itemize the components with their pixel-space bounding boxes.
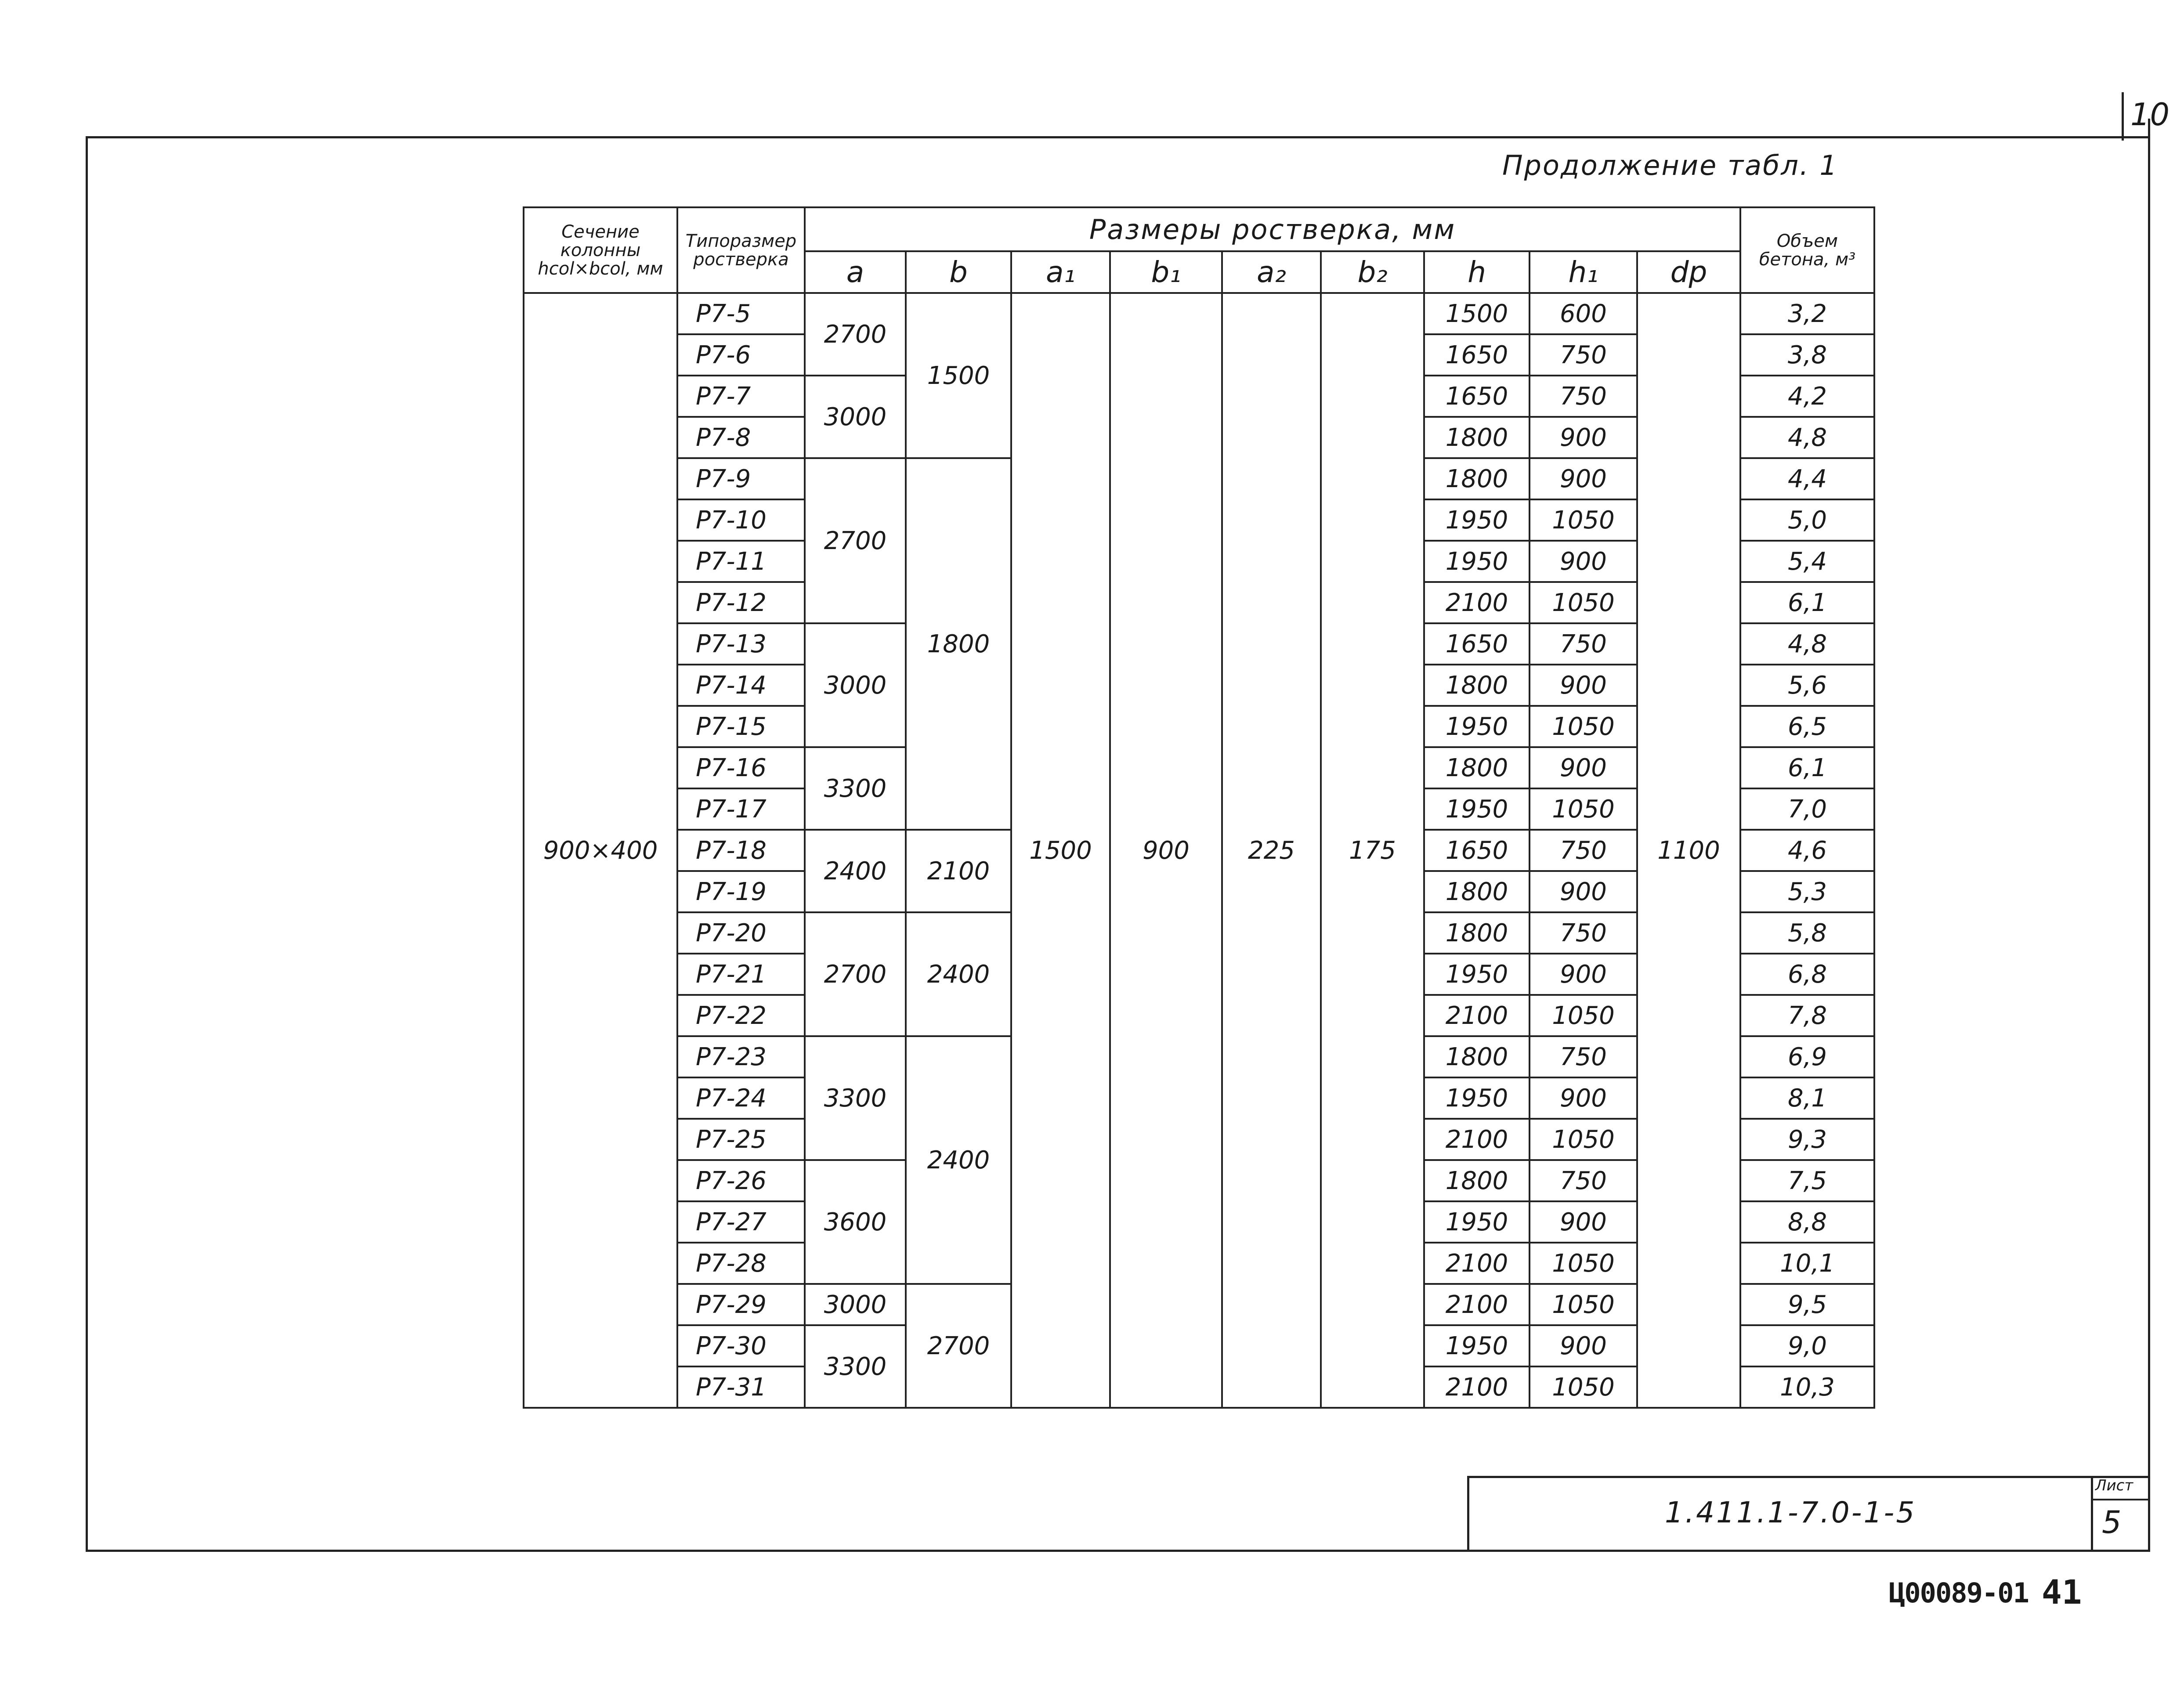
cell-a: 2700: [805, 912, 906, 1036]
cell-type: Р7-12: [677, 582, 805, 623]
cell-h1: 750: [1530, 334, 1637, 376]
cell-type: Р7-8: [677, 417, 805, 458]
archive-number: Ц00089-01: [1889, 1577, 2029, 1609]
cell-a2: 225: [1222, 293, 1321, 1408]
header-b1: b₁: [1110, 251, 1222, 293]
cell-type: Р7-25: [677, 1119, 805, 1160]
cell-volume: 3,8: [1740, 334, 1874, 376]
header-type-size: Типоразмер ростверка: [677, 207, 805, 293]
cell-h1: 900: [1530, 417, 1637, 458]
header-volume: Объем бетона, м³: [1740, 207, 1874, 293]
document-code: 1.411.1-7.0-1-5: [1665, 1496, 1916, 1529]
header-b2: b₂: [1321, 251, 1424, 293]
cell-h1: 900: [1530, 458, 1637, 499]
cell-volume: 5,4: [1740, 541, 1874, 582]
cell-h1: 750: [1530, 376, 1637, 417]
cell-dp: 1100: [1637, 293, 1740, 1408]
cell-h: 1950: [1424, 1201, 1530, 1243]
corner-tick: [2122, 92, 2124, 141]
cell-h: 1800: [1424, 1036, 1530, 1077]
cell-type: Р7-31: [677, 1366, 805, 1408]
cell-h: 2100: [1424, 582, 1530, 623]
cell-type: Р7-27: [677, 1201, 805, 1243]
cell-h: 1800: [1424, 747, 1530, 788]
cell-h: 1950: [1424, 954, 1530, 995]
cell-type: Р7-5: [677, 293, 805, 334]
cell-b: 1500: [906, 293, 1011, 458]
cell-volume: 5,6: [1740, 665, 1874, 706]
cell-h: 2100: [1424, 1243, 1530, 1284]
cell-volume: 7,5: [1740, 1160, 1874, 1201]
cell-volume: 6,9: [1740, 1036, 1874, 1077]
cell-h1: 900: [1530, 747, 1637, 788]
cell-h: 2100: [1424, 1366, 1530, 1408]
cell-h: 1800: [1424, 871, 1530, 912]
cell-b: 2400: [906, 1036, 1011, 1284]
cell-h1: 900: [1530, 871, 1637, 912]
cell-volume: 6,1: [1740, 747, 1874, 788]
cell-h: 1950: [1424, 541, 1530, 582]
cell-h1: 750: [1530, 1036, 1637, 1077]
cell-b: 2400: [906, 912, 1011, 1036]
cell-h: 1950: [1424, 706, 1530, 747]
cell-h1: 750: [1530, 912, 1637, 954]
cell-h: 1650: [1424, 376, 1530, 417]
cell-volume: 5,0: [1740, 499, 1874, 541]
cell-a: 2400: [805, 830, 906, 912]
cell-type: Р7-7: [677, 376, 805, 417]
cell-volume: 6,8: [1740, 954, 1874, 995]
header-b: b: [906, 251, 1011, 293]
cell-h: 1650: [1424, 830, 1530, 871]
header-section: Сечение колонны hcol×bcol, мм: [524, 207, 677, 293]
cell-volume: 4,8: [1740, 417, 1874, 458]
cell-h1: 1050: [1530, 788, 1637, 830]
cell-b2: 175: [1321, 293, 1424, 1408]
cell-h1: 900: [1530, 954, 1637, 995]
sheet-label: Лист: [2095, 1477, 2133, 1494]
cell-section: 900×400: [524, 293, 677, 1408]
cell-h1: 1050: [1530, 1366, 1637, 1408]
cell-volume: 9,3: [1740, 1119, 1874, 1160]
cell-volume: 4,2: [1740, 376, 1874, 417]
cell-h: 1950: [1424, 1325, 1530, 1366]
cell-a: 3300: [805, 1036, 906, 1160]
cell-volume: 4,4: [1740, 458, 1874, 499]
cell-h: 1950: [1424, 788, 1530, 830]
cell-volume: 4,8: [1740, 623, 1874, 665]
cell-type: Р7-18: [677, 830, 805, 871]
header-h: h: [1424, 251, 1530, 293]
cell-h: 1950: [1424, 499, 1530, 541]
cell-volume: 8,1: [1740, 1077, 1874, 1119]
cell-a: 3300: [805, 747, 906, 830]
header-a2: a₂: [1222, 251, 1321, 293]
cell-type: Р7-21: [677, 954, 805, 995]
cell-a: 3000: [805, 376, 906, 458]
cell-type: Р7-24: [677, 1077, 805, 1119]
cell-volume: 7,8: [1740, 995, 1874, 1036]
cell-type: Р7-16: [677, 747, 805, 788]
cell-a: 2700: [805, 293, 906, 376]
page-number: 41: [2042, 1572, 2082, 1612]
cell-type: Р7-26: [677, 1160, 805, 1201]
cell-h1: 900: [1530, 1077, 1637, 1119]
cell-h: 1800: [1424, 1160, 1530, 1201]
cell-h: 2100: [1424, 1119, 1530, 1160]
cell-a: 3000: [805, 623, 906, 747]
cell-type: Р7-29: [677, 1284, 805, 1325]
frame-left-border: [86, 136, 88, 1551]
cell-h: 1800: [1424, 458, 1530, 499]
cell-h: 1500: [1424, 293, 1530, 334]
cell-h: 1650: [1424, 623, 1530, 665]
header-h1: h₁: [1530, 251, 1637, 293]
cell-h1: 750: [1530, 1160, 1637, 1201]
cell-h1: 1050: [1530, 995, 1637, 1036]
sheet-number: 5: [2102, 1504, 2122, 1540]
cell-volume: 9,0: [1740, 1325, 1874, 1366]
header-dp: dp: [1637, 251, 1740, 293]
cell-type: Р7-9: [677, 458, 805, 499]
cell-volume: 8,8: [1740, 1201, 1874, 1243]
cell-type: Р7-20: [677, 912, 805, 954]
cell-h1: 750: [1530, 830, 1637, 871]
continuation-label: Продолжение табл. 1: [1502, 149, 1838, 181]
cell-a: 3300: [805, 1325, 906, 1408]
cell-type: Р7-19: [677, 871, 805, 912]
cell-a: 2700: [805, 458, 906, 623]
cell-type: Р7-10: [677, 499, 805, 541]
cell-h1: 1050: [1530, 1284, 1637, 1325]
cell-a: 3600: [805, 1160, 906, 1284]
cell-volume: 9,5: [1740, 1284, 1874, 1325]
cell-a: 3000: [805, 1284, 906, 1325]
cell-h: 1950: [1424, 1077, 1530, 1119]
header-a: a: [805, 251, 906, 293]
cell-volume: 10,1: [1740, 1243, 1874, 1284]
pile-cap-dimensions-table: [523, 206, 1875, 1409]
frame-top-border: [86, 136, 2150, 138]
cell-h: 1800: [1424, 417, 1530, 458]
cell-volume: 3,2: [1740, 293, 1874, 334]
cell-h1: 900: [1530, 541, 1637, 582]
cell-h: 2100: [1424, 1284, 1530, 1325]
cell-h1: 1050: [1530, 1243, 1637, 1284]
cell-volume: 5,8: [1740, 912, 1874, 954]
cell-b: 1800: [906, 458, 1011, 830]
cell-h: 1800: [1424, 665, 1530, 706]
cell-type: Р7-13: [677, 623, 805, 665]
cell-volume: 7,0: [1740, 788, 1874, 830]
cell-type: Р7-23: [677, 1036, 805, 1077]
cell-h1: 1050: [1530, 706, 1637, 747]
cell-volume: 4,6: [1740, 830, 1874, 871]
cell-h1: 1050: [1530, 1119, 1637, 1160]
cell-h1: 750: [1530, 623, 1637, 665]
cell-b: 2100: [906, 830, 1011, 912]
cell-type: Р7-11: [677, 541, 805, 582]
cell-type: Р7-15: [677, 706, 805, 747]
cell-type: Р7-30: [677, 1325, 805, 1366]
cell-h: 2100: [1424, 995, 1530, 1036]
cell-h1: 1050: [1530, 499, 1637, 541]
frame-right-border: [2148, 119, 2150, 1551]
header-dimensions: Размеры ростверка, мм: [805, 207, 1740, 251]
cell-a1: 1500: [1011, 293, 1110, 1408]
cell-type: Р7-14: [677, 665, 805, 706]
cell-type: Р7-17: [677, 788, 805, 830]
header-a1: a₁: [1011, 251, 1110, 293]
cell-h1: 900: [1530, 1325, 1637, 1366]
cell-h: 1800: [1424, 912, 1530, 954]
cell-type: Р7-22: [677, 995, 805, 1036]
cell-type: Р7-6: [677, 334, 805, 376]
cell-h: 1650: [1424, 334, 1530, 376]
cell-volume: 6,5: [1740, 706, 1874, 747]
cell-h1: 900: [1530, 665, 1637, 706]
cell-b: 2700: [906, 1284, 1011, 1408]
cell-h1: 600: [1530, 293, 1637, 334]
cell-h1: 900: [1530, 1201, 1637, 1243]
cell-volume: 5,3: [1740, 871, 1874, 912]
cell-volume: 10,3: [1740, 1366, 1874, 1408]
cell-b1: 900: [1110, 293, 1222, 1408]
cell-type: Р7-28: [677, 1243, 805, 1284]
corner-number: 10: [2130, 97, 2170, 133]
cell-volume: 6,1: [1740, 582, 1874, 623]
cell-h1: 1050: [1530, 582, 1637, 623]
sheet-box-divider: [2091, 1499, 2148, 1500]
